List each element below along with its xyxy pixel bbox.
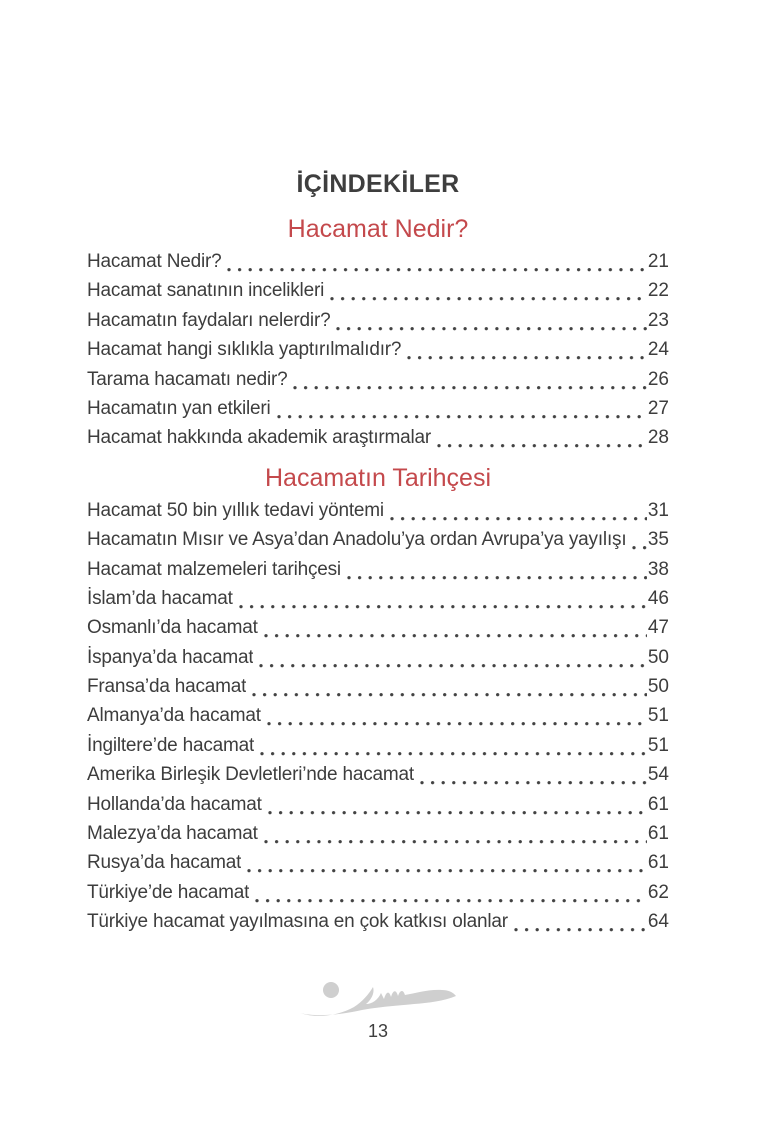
toc-entry-row <box>87 819 669 848</box>
entry-label: Hacamat hakkında akademik araştırmalar <box>87 427 432 449</box>
entry-page-number: 26 <box>647 368 669 390</box>
entry-page-number: 54 <box>647 764 669 786</box>
entry-label: Tarama hacamatı nedir? <box>87 368 288 390</box>
entry-page-number: 50 <box>647 676 669 698</box>
dot-leader <box>265 790 647 819</box>
toc-entry-row <box>87 907 669 936</box>
toc-entry-row <box>87 848 669 877</box>
entry-page-number: 50 <box>647 646 669 668</box>
toc-entry-row <box>87 701 669 730</box>
entry-label: Rusya’da hacamat <box>87 852 242 874</box>
toc-entry-row <box>87 247 669 276</box>
entry-label: Hacamatın faydaları nelerdir? <box>87 309 331 331</box>
dot-leader <box>417 760 647 789</box>
dot-leader <box>511 907 647 936</box>
toc-entry-row <box>87 672 669 701</box>
dot-leader <box>249 672 647 701</box>
entry-page-number: 61 <box>647 823 669 845</box>
toc-entry-row <box>87 423 669 452</box>
page-number: 13 <box>367 1020 389 1041</box>
entry-label: Almanya’da hacamat <box>87 705 261 727</box>
entry-label: Fransa’da hacamat <box>87 676 247 698</box>
section-heading: Hacamatın Tarihçesi <box>264 463 492 492</box>
toc-section <box>87 214 669 453</box>
dot-leader <box>264 701 647 730</box>
entry-page-number: 61 <box>647 852 669 874</box>
entry-page-number: 31 <box>647 499 669 521</box>
entry-page-number: 22 <box>647 280 669 302</box>
entry-page-number: 64 <box>647 911 669 933</box>
entry-label: Hacamatın yan etkileri <box>87 397 271 419</box>
entry-page-number: 27 <box>647 397 669 419</box>
entry-page-number: 38 <box>647 558 669 580</box>
dot-leader <box>344 555 647 584</box>
toc-entry-row <box>87 276 669 305</box>
dot-leader <box>434 423 647 452</box>
entry-page-number: 47 <box>647 617 669 639</box>
entry-label: Hacamat Nedir? <box>87 251 222 272</box>
dot-leader <box>290 365 646 394</box>
dot-leader <box>261 613 647 642</box>
entry-label: Osmanlı’da hacamat <box>87 617 258 639</box>
dot-leader <box>387 496 647 525</box>
entry-page-number: 24 <box>647 339 669 361</box>
entry-label: Hollanda’da hacamat <box>87 793 262 815</box>
entry-label: Hacamat sanatının incelikleri <box>87 280 325 302</box>
toc-entry-row <box>87 878 669 907</box>
publisher-ornament-icon <box>298 977 458 1019</box>
entry-label: Türkiye hacamat yayılmasına en çok katkısı olanlar <box>87 911 508 933</box>
entry-label: İspanya’da hacamat <box>87 646 254 668</box>
dot-leader <box>252 878 647 907</box>
toc-entry-row <box>87 525 669 554</box>
section-entries <box>87 496 669 937</box>
entry-label: Hacamat 50 bin yıllık tedavi yöntemi <box>87 499 384 521</box>
dot-leader <box>404 335 647 364</box>
entry-page-number: 51 <box>647 705 669 727</box>
toc-sections <box>87 214 669 937</box>
toc-entry-row <box>87 613 669 642</box>
dot-leader <box>261 819 647 848</box>
toc-entry-row <box>87 306 669 335</box>
toc-entry-row <box>87 731 669 760</box>
entry-page-number: 28 <box>647 427 669 449</box>
dot-leader <box>224 247 646 276</box>
toc-entry-row <box>87 496 669 525</box>
dot-leader <box>629 525 646 554</box>
dot-leader <box>327 276 647 305</box>
dot-leader <box>257 731 647 760</box>
entry-page-number: 61 <box>647 793 669 815</box>
entry-page-number: 62 <box>647 881 669 903</box>
toc-entry-row <box>87 790 669 819</box>
ornament-container <box>87 977 669 1019</box>
entry-label: Türkiye’de hacamat <box>87 881 250 903</box>
toc-title: İÇİNDEKİLER <box>296 170 460 198</box>
entry-label: Amerika Birleşik Devletleri’nde hacamat <box>87 764 414 786</box>
dot-leader <box>274 394 647 423</box>
section-entries <box>87 247 669 453</box>
entry-label: İslam’da hacamat <box>87 587 233 609</box>
entry-page-number: 35 <box>647 529 669 551</box>
toc-section <box>87 463 669 937</box>
toc-entry-row <box>87 555 669 584</box>
entry-page-number: 51 <box>647 734 669 756</box>
entry-page-number: 46 <box>647 587 669 609</box>
entry-page-number: 21 <box>647 251 669 272</box>
entry-label: Malezya’da hacamat <box>87 823 258 845</box>
section-heading: Hacamat Nedir? <box>287 215 469 243</box>
entry-label: İngiltere’de hacamat <box>87 734 255 756</box>
entry-label: Hacamat malzemeleri tarihçesi <box>87 558 341 580</box>
toc-entry-row <box>87 643 669 672</box>
dot-leader <box>236 584 647 613</box>
dot-leader <box>333 306 646 335</box>
toc-entry-row <box>87 584 669 613</box>
entry-page-number: 23 <box>647 309 669 331</box>
entry-label: Hacamat hangi sıklıkla yaptırılmalıdır? <box>87 339 402 361</box>
dot-leader <box>244 848 647 877</box>
toc-content <box>87 0 669 1041</box>
dot-leader <box>256 643 646 672</box>
toc-entry-row <box>87 365 669 394</box>
toc-entry-row <box>87 335 669 364</box>
toc-entry-row <box>87 394 669 423</box>
entry-label: Hacamatın Mısır ve Asya’dan Anadolu’ya ordan Avrupa’ya yayılışı <box>87 529 627 551</box>
toc-entry-row <box>87 760 669 789</box>
